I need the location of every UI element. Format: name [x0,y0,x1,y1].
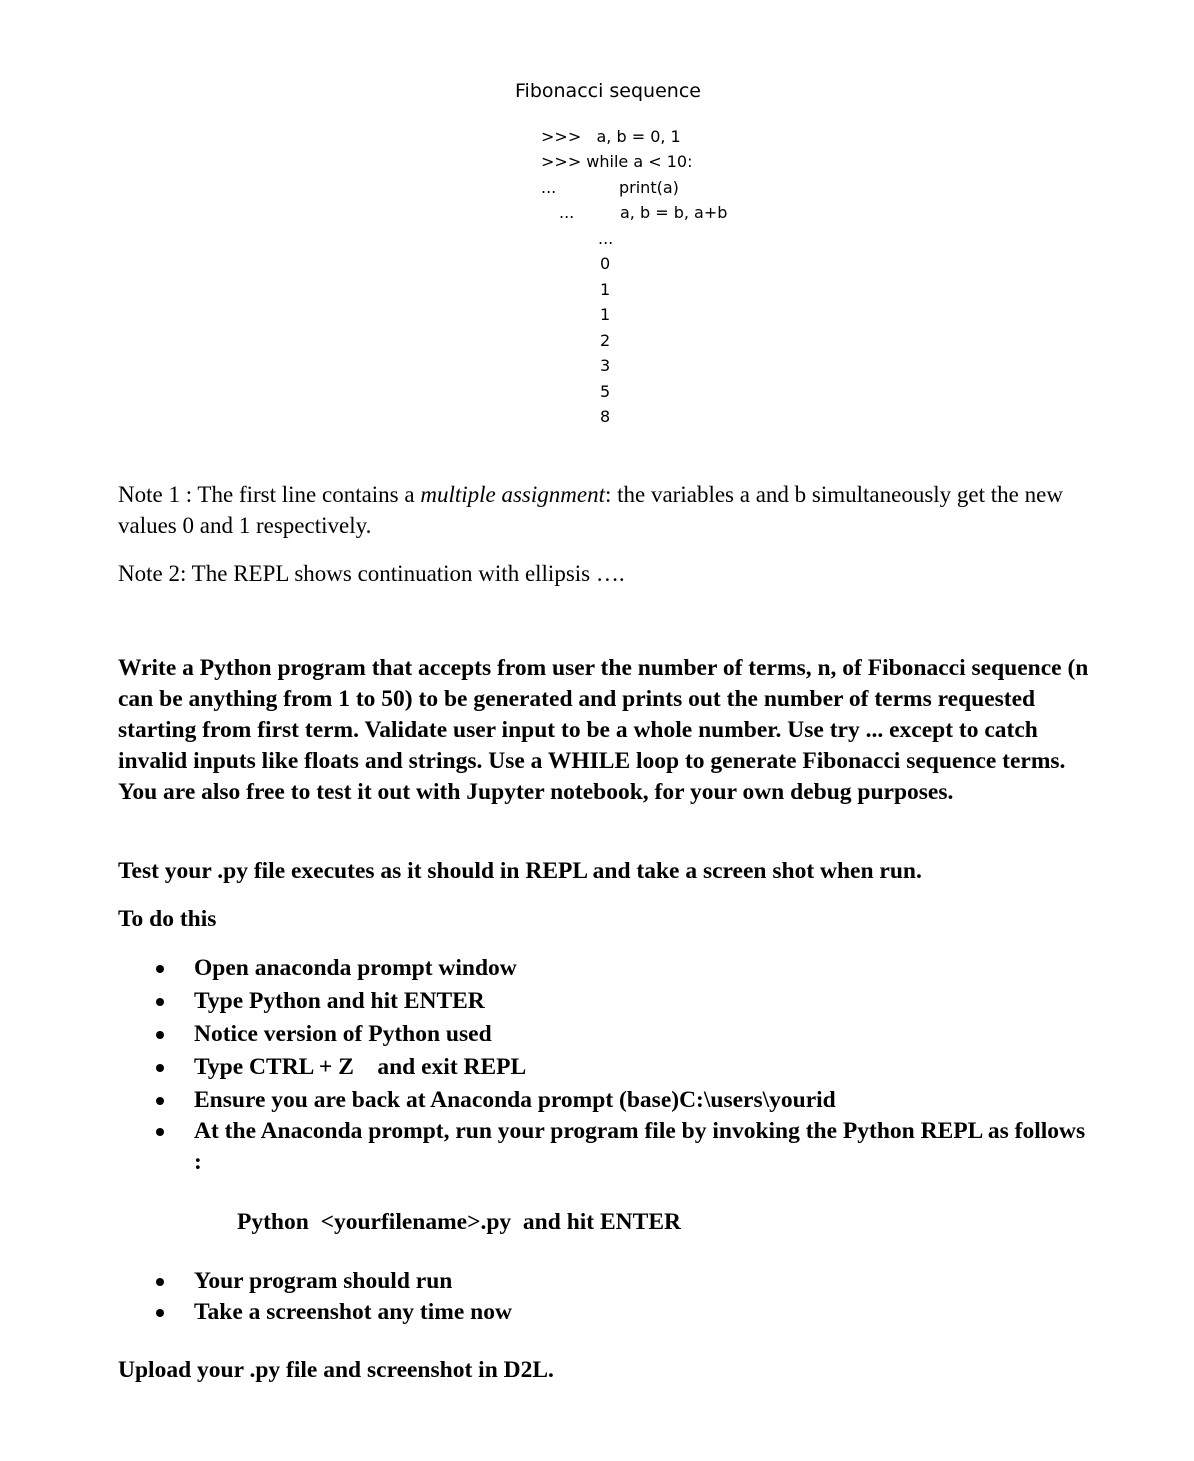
output-line: 0 [600,254,611,273]
output-line: 2 [600,331,611,350]
bullet-icon [156,965,164,973]
note-1-prefix: Note 1 : The first line contains a [118,482,421,507]
list-item [118,1116,1098,1178]
step-text: Take a screenshot any time now [194,1299,512,1325]
bullet-icon [156,1097,164,1105]
code-line-4-body: a, b = b, a+b [620,203,728,222]
code-line-2: >>> while a < 10: [541,152,693,171]
list-item [118,1019,1098,1050]
list-item [118,1052,1098,1083]
steps-list-2 [118,1266,1098,1328]
upload-instruction: Upload your .py file and screenshot in D2L. [118,1357,554,1383]
command-line: Python <yourfilename>.py and hit ENTER [237,1209,681,1235]
task-paragraph: Write a Python program that accepts from user the number of terms, n, of Fibonacci sequence (n can be anything from 1 to 50) to be generated and prints out the number of terms requested starting from first term. Validate user input to be a whole number. Use try ... except to catch invalid inputs like floats and strings. Use a WHILE loop to generate Fibonacci sequence terms. You are also free to test it out with Jupyter notebook, for your own debug purposes. [118,655,1089,805]
code-line-1 [541,126,681,148]
bullet-icon [156,1064,164,1072]
code-prompt: >>> [541,127,582,146]
list-item [118,986,1098,1017]
bullet-icon [156,1031,164,1039]
page-title: Fibonacci sequence [515,80,701,102]
step-text: Open anaconda prompt window [194,955,517,981]
bullet-icon [156,1128,164,1136]
step-text: Ensure you are back at Anaconda prompt (base)C:\users\yourid [194,1087,836,1113]
output-line: 8 [600,407,611,426]
note-2: Note 2: The REPL shows continuation with ellipsis …. [118,561,625,586]
note-1-emphasis: multiple assignment [420,482,605,507]
step-text: Type Python and hit ENTER [194,988,485,1014]
output-line: 3 [600,356,611,375]
code-line-5: ... [598,229,614,248]
code-line-4 [559,202,574,224]
bullet-icon [156,1309,164,1317]
step-text: At the Anaconda prompt, run your program file by invoking the Python REPL as follows : [194,1118,1086,1175]
step-text: Your program should run [194,1268,453,1294]
list-item [118,1266,1098,1297]
bullet-icon [156,998,164,1006]
list-item [118,953,1098,984]
steps-list [118,953,1098,1178]
step-text: Notice version of Python used [194,1021,492,1047]
output-line: 5 [600,382,611,401]
code-line-3 [541,177,556,199]
todo-heading: To do this [118,906,217,932]
bullet-icon [156,1278,164,1286]
code-prompt: ... [559,203,575,222]
code-line-3-body: print(a) [619,178,679,197]
code-prompt: ... [541,178,557,197]
output-line: 1 [600,305,611,324]
note-1-suffix: : the variables a and b simultaneously get the new values 0 and 1 respectively. [118,482,1063,538]
test-instruction: Test your .py file executes as it should in REPL and take a screen shot when run. [118,858,922,884]
step-text: Type CTRL + Z and exit REPL [194,1054,527,1080]
note-1 [118,479,1078,541]
output-line: 1 [600,280,611,299]
list-item [118,1297,1098,1328]
code-text: a, b = 0, 1 [596,127,681,146]
list-item [118,1085,1098,1116]
